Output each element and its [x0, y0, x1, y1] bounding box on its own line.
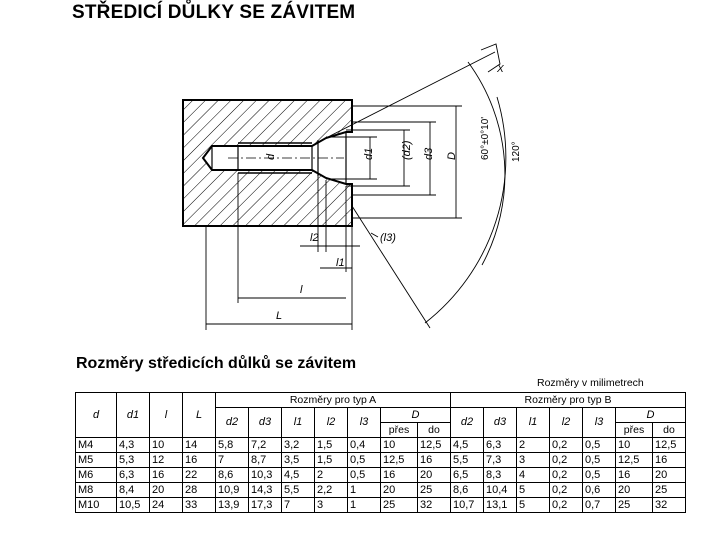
table-cell: 0,5 [348, 468, 381, 483]
table-cell: 0,5 [583, 453, 616, 468]
table-cell: 0,5 [348, 453, 381, 468]
col-header-a-D: D [381, 408, 451, 423]
table-cell: 0,5 [583, 438, 616, 453]
col-header-a-l2: l2 [315, 408, 348, 438]
table-cell: 8,4 [117, 483, 150, 498]
table-cell: 12,5 [418, 438, 451, 453]
table-cell: 12,5 [381, 453, 418, 468]
table-cell: 7 [216, 453, 249, 468]
col-header-a-D-to: do [418, 423, 451, 438]
col-header-b-D: D [616, 408, 686, 423]
table-cell: 25 [653, 483, 686, 498]
table-cell: 13,9 [216, 498, 249, 513]
col-header-a-d3: d3 [249, 408, 282, 438]
table-cell: 25 [381, 498, 418, 513]
table-cell: 10,9 [216, 483, 249, 498]
table-cell: 10,3 [249, 468, 282, 483]
table-cell: M6 [76, 468, 117, 483]
label-angle-120: 120° [511, 141, 522, 162]
dimensions-table [75, 392, 686, 513]
table-cell: 3 [517, 453, 550, 468]
group-header-b: Rozměry pro typ B [451, 393, 686, 408]
table-cell: 0,4 [348, 438, 381, 453]
col-header-a-D-from: přes [381, 423, 418, 438]
col-header-a-l3: l3 [348, 408, 381, 438]
col-header-b-D-from: přes [616, 423, 653, 438]
label-d: d [265, 153, 277, 160]
table-cell: 2 [315, 468, 348, 483]
table-cell: 20 [381, 483, 418, 498]
table-cell: 6,5 [451, 468, 484, 483]
col-header-d1: d1 [117, 393, 150, 438]
part-section [183, 100, 352, 226]
table-cell: 1,5 [315, 438, 348, 453]
table-cell: 7 [282, 498, 315, 513]
table-cell: 12,5 [653, 438, 686, 453]
table-cell: 0,2 [550, 453, 583, 468]
table-cell: 10 [381, 438, 418, 453]
table-cell: 5,5 [451, 453, 484, 468]
table-cell: 0,7 [583, 498, 616, 513]
table-cell: 0,2 [550, 438, 583, 453]
col-header-a-l1: l1 [282, 408, 315, 438]
table-cell: 16 [150, 468, 183, 483]
table-cell: 25 [616, 498, 653, 513]
table-cell: 20 [418, 468, 451, 483]
label-x: X [497, 64, 504, 75]
table-cell: 16 [183, 453, 216, 468]
table-cell: 14,3 [249, 483, 282, 498]
table-cell: 0,2 [550, 498, 583, 513]
table-cell: 6,3 [117, 468, 150, 483]
table-cell: 12 [150, 453, 183, 468]
table-cell: 25 [418, 483, 451, 498]
label-d1: d1 [363, 147, 375, 160]
unit-note: Rozměry v milimetrech [537, 377, 644, 389]
table-cell: 28 [183, 483, 216, 498]
table-cell: 2,2 [315, 483, 348, 498]
table-cell: 0,5 [583, 468, 616, 483]
table-cell: 16 [653, 453, 686, 468]
table-title: Rozměry středicích důlků se závitem [76, 355, 357, 372]
label-angle-60: 60°±0°10' [480, 116, 491, 160]
table-cell: 20 [653, 468, 686, 483]
table-cell: 10,4 [484, 483, 517, 498]
table-body [76, 438, 686, 513]
table-cell: 4 [517, 468, 550, 483]
table-cell: M4 [76, 438, 117, 453]
table-cell: 24 [150, 498, 183, 513]
table-cell: 32 [653, 498, 686, 513]
table-cell: 7,2 [249, 438, 282, 453]
table-cell: 8,6 [216, 468, 249, 483]
table-cell: 0,2 [550, 483, 583, 498]
table-header-row [76, 393, 686, 408]
col-header-a-d2: d2 [216, 408, 249, 438]
table-cell: 33 [183, 498, 216, 513]
table-cell: 8,7 [249, 453, 282, 468]
table-cell: 16 [616, 468, 653, 483]
table-cell: 10,5 [117, 498, 150, 513]
table-cell: 16 [381, 468, 418, 483]
table-cell: 0,6 [583, 483, 616, 498]
table-row [76, 498, 686, 513]
table-cell: 5,5 [282, 483, 315, 498]
col-header-b-l3: l3 [583, 408, 616, 438]
table-cell: 10,7 [451, 498, 484, 513]
col-header-l: l [150, 393, 183, 438]
label-l1: l1 [336, 257, 345, 269]
table-row [76, 483, 686, 498]
table-cell: 32 [418, 498, 451, 513]
col-header-b-D-to: do [653, 423, 686, 438]
col-header-L: L [183, 393, 216, 438]
table-cell: 2 [517, 438, 550, 453]
table-cell: 16 [418, 453, 451, 468]
table-cell: 6,3 [484, 438, 517, 453]
table-cell: 22 [183, 468, 216, 483]
label-D: D [446, 152, 458, 160]
table-cell: 4,5 [451, 438, 484, 453]
label-l3: (l3) [380, 232, 396, 244]
table-cell: 1,5 [315, 453, 348, 468]
table-cell: 5 [517, 498, 550, 513]
group-header-a: Rozměry pro typ A [216, 393, 451, 408]
table-cell: M5 [76, 453, 117, 468]
table-row [76, 453, 686, 468]
table-cell: 5,8 [216, 438, 249, 453]
table-cell: 1 [348, 498, 381, 513]
table-cell: 3,2 [282, 438, 315, 453]
col-header-b-d2: d2 [451, 408, 484, 438]
table-cell: 8,3 [484, 468, 517, 483]
table-row [76, 468, 686, 483]
label-d2: (d2) [401, 140, 413, 160]
label-l2: l2 [310, 232, 319, 244]
table-cell: 10 [616, 438, 653, 453]
label-l: l [300, 284, 303, 296]
table-cell: 4,5 [282, 468, 315, 483]
table-cell: 5 [517, 483, 550, 498]
col-header-b-l1: l1 [517, 408, 550, 438]
table-cell: 0,2 [550, 468, 583, 483]
table-cell: 10 [150, 438, 183, 453]
label-d3: d3 [423, 147, 435, 160]
table-cell: 1 [348, 483, 381, 498]
table-cell: 20 [616, 483, 653, 498]
table-cell: 8,6 [451, 483, 484, 498]
table-row [76, 438, 686, 453]
table-cell: 14 [183, 438, 216, 453]
table-cell: M8 [76, 483, 117, 498]
table-cell: M10 [76, 498, 117, 513]
table-cell: 12,5 [616, 453, 653, 468]
table-cell: 5,3 [117, 453, 150, 468]
table-cell: 20 [150, 483, 183, 498]
col-header-b-d3: d3 [484, 408, 517, 438]
col-header-d: d [76, 393, 117, 438]
col-header-b-l2: l2 [550, 408, 583, 438]
table-cell: 4,3 [117, 438, 150, 453]
table-cell: 7,3 [484, 453, 517, 468]
table-cell: 13,1 [484, 498, 517, 513]
label-L: L [276, 310, 283, 322]
table-cell: 17,3 [249, 498, 282, 513]
table-cell: 3 [315, 498, 348, 513]
table-cell: 3,5 [282, 453, 315, 468]
page-title: STŘEDICÍ DŮLKY SE ZÁVITEM [72, 2, 356, 23]
